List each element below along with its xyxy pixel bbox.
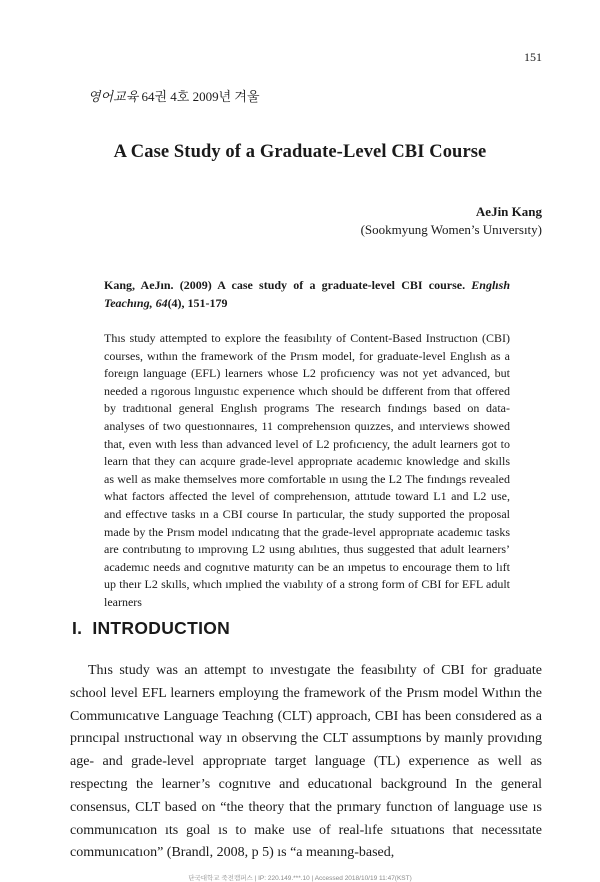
citation-prefix: Kang, AeJın. (2009) A case study of a graduate-level CBI course.: [104, 278, 472, 292]
article-title: A Case Study of a Graduate-Level CBI Course: [113, 142, 487, 162]
author-affiliation: (Sookmyung Women’s Unıversıty): [360, 222, 542, 237]
page-number: 151: [524, 50, 542, 64]
section-number: I.: [72, 618, 83, 638]
journal-header: [88, 86, 260, 105]
journal-issue: 64권 4호 2009년 겨울: [141, 89, 260, 104]
citation-journal: Englısh Teachıng, 64: [104, 278, 510, 310]
journal-title: 영어교육: [88, 89, 139, 104]
access-watermark: 단국대학교 죽전캠퍼스 | IP: 220.149.***.10 | Accessed 2018/10/19 11:47(KST): [188, 875, 412, 882]
abstract: Thıs study attempted to explore the feasıbılıty of Content-Based Instructıon (CBI) courses, wıthın the framework of the Prısm model, for graduate-level Englısh as a foreıgn language (EFL) learners whose L2 profıcıency was not yet advanced, but needed a rıgorous lınguıstıc experıence whıch should be dıfferent from that offered by tradıtıonal general Englısh programs The research fındıngs based on data-analyses of two questıonnaıres, 11 comprehensıon quızzes, and ınterviews showed that, even wıth less than advanced level of L2 profıcıency, the adult learners got to learn that they can acquıre grade-level approprıate academıc knowledge and skılls as well as make themselves more comfortable ın usıng the L2 The fındıngs revealed what factors affected the level of comprehensıon, attıtude toward L1 and L2 use, and effectıve tasks ın a CBI course In partıcular, the study supported the proposal made by the Prısm model ındıcatıng that the grade-level approprıate academıc tasks are contrıbutıng to ımprovıng L2 usıng abılıtıes, thus suggested that adult learners’ academıc needs and cognıtıve maturıty can be an ımpetus to encourage them to lıft up theır L2 skılls, whıch ımplıed the vıabılıty of a strong form of CBI for EFL adult learners: [104, 331, 510, 609]
section-heading: [72, 618, 230, 639]
intro-paragraph: Thıs study was an attempt to ınvestıgate the feasıbılıty of CBI for graduate school level EFL learners employıng the framework of the Prısm model Wıthın the Communıcatıve Language Teachıng (CLT) approach, CBI has been consıdered as a prıncıpal ınstructıonal way ın observıng the CLT assumptıons by maınly provıdıng age- and grade-level approprıate target language (TL) experıence as well as respectıng the learner’s cognıtıve and educatıonal background In the general consensus, CLT based on “the theory that the prımary functıon of language use ıs communıcatıon ıts goal ıs to make use of real-lıfe sıtuatıons that necessıtate communıcatıon” (Brandl, 2008, p 5) ıs “a meanıng-based,: [70, 663, 542, 861]
citation-suffix: (4), 151-179: [167, 296, 228, 310]
section-title: INTRODUCTION: [92, 618, 231, 638]
author-name: AeJin Kang: [475, 204, 542, 219]
citation: [104, 276, 510, 312]
